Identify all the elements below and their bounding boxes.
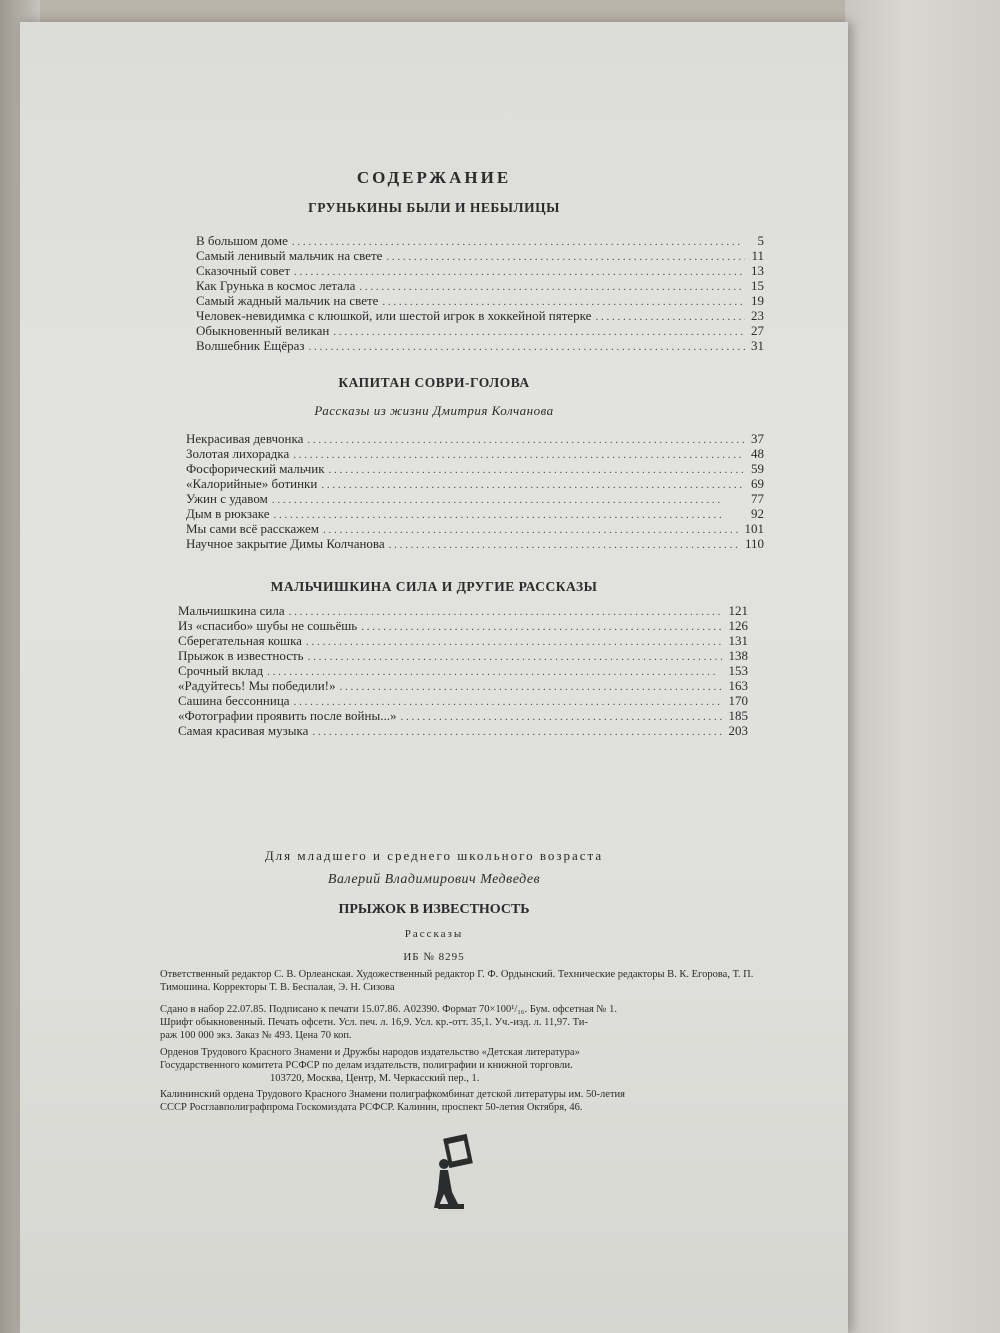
toc-item: Волшебник Ещёраз . . . 31 <box>196 338 764 353</box>
toc-item: Мальчишкина сила . . . 121 <box>178 603 748 618</box>
section-2-list <box>186 431 764 551</box>
section-3-list <box>178 603 748 738</box>
publisher-line: 103720, Москва, Центр, М. Черкасский пер., 1. <box>270 1073 480 1084</box>
ib-number: ИБ № 8295 <box>403 951 465 963</box>
printer-line: Калининский ордена Трудового Красного Знамени полиграфкомбинат детской литературы им. 50-летия <box>160 1089 625 1100</box>
print-line: раж 100 000 экз. Заказ № 493. Цена 70 коп. <box>160 1030 352 1041</box>
toc-item: Мы сами всё расскажем . . . 101 <box>186 521 764 536</box>
printer-line: СССР Росглавполиграфпрома Госкомиздата РСФСР. Калинин, проспект 50-летия Октября, 46. <box>160 1102 583 1113</box>
toc-item: Самый жадный мальчик на свете . . . 19 <box>196 293 764 308</box>
toc-item: Фосфорический мальчик . . . 59 <box>186 461 764 476</box>
print-details <box>160 1003 800 1042</box>
book-title: ПРЫЖОК В ИЗВЕСТНОСТЬ <box>338 902 530 917</box>
toc-item: «Фотографии проявить после войны...» . . . 185 <box>178 708 748 723</box>
contents-heading: СОДЕРЖАНИЕ <box>356 168 512 187</box>
toc-item: Некрасивая девчонка . . . 37 <box>186 431 764 446</box>
toc-item: Золотая лихорадка . . . 48 <box>186 446 764 461</box>
section-2-title: КАПИТАН СОВРИ-ГОЛОВА <box>338 375 530 390</box>
toc-item: Сказочный совет . . . 13 <box>196 263 764 278</box>
toc-item: Сашина бессонница . . . 170 <box>178 693 748 708</box>
toc-item: Самая красивая музыка . . . 203 <box>178 723 748 738</box>
author-name: Валерий Владимирович Медведев <box>327 872 541 887</box>
facing-page <box>845 0 1000 1333</box>
section-1-title: ГРУНЬКИНЫ БЫЛИ И НЕБЫЛИЦЫ <box>308 200 560 215</box>
toc-item: Научное закрытие Димы Колчанова . . . 110 <box>186 536 764 551</box>
toc-item: Обыкновенный великан . . . 27 <box>196 323 764 338</box>
toc-item: «Калорийные» ботинки . . . 69 <box>186 476 764 491</box>
toc-item: Из «спасибо» шубы не сошьёшь . . . 126 <box>178 618 748 633</box>
toc-item: Ужин с удавом . . . 77 <box>186 491 764 506</box>
book-page <box>20 22 848 1333</box>
toc-item: «Радуйтесь! Мы победили!» . . . 163 <box>178 678 748 693</box>
publisher-line: Орденов Трудового Красного Знамени и Дружбы народов издательство «Детская литература» <box>160 1047 580 1058</box>
toc-item: Самый ленивый мальчик на свете . . . 11 <box>196 248 764 263</box>
toc-item: Сберегательная кошка . . . 131 <box>178 633 748 648</box>
audience-note: Для младшего и среднего школьного возраста <box>264 848 604 863</box>
toc-item: Срочный вклад . . . 153 <box>178 663 748 678</box>
toc-item: Прыжок в известность . . . 138 <box>178 648 748 663</box>
publisher-line: Государственного комитета РСФСР по делам издательств, полиграфии и книжной торговли. <box>160 1060 573 1071</box>
publisher-block <box>160 1046 800 1085</box>
editors-block: Ответственный редактор С. В. Орлеанская. Художественный редактор Г. Ф. Ордынский. Технические редакторы В. К. Егорова, Т. П. Тимошина. Корректоры Т. В. Беспалая, Э. Н. Сизова <box>160 969 754 993</box>
book-genre: Рассказы <box>404 928 464 940</box>
print-line: Сдано в набор 22.07.85. Подписано к печати 15.07.86. А02390. Формат 70×100¹/₁₆. Бум. офсетная № 1. <box>160 1004 617 1015</box>
section-3-title: МАЛЬЧИШКИНА СИЛА И ДРУГИЕ РАССКАЗЫ <box>270 579 598 594</box>
toc-item: В большом доме . . . 5 <box>196 233 764 248</box>
print-line: Шрифт обыкновенный. Печать офсетн. Усл. печ. л. 16,9. Усл. кр.-отт. 35,1. Уч.-изд. л. 11,97. Ти- <box>160 1017 588 1028</box>
publisher-logo-icon <box>432 1134 482 1210</box>
toc-item: Как Грунька в космос летала . . . 15 <box>196 278 764 293</box>
toc-item: Человек-невидимка с клюшкой, или шестой игрок в хоккейной пятерке . . . 23 <box>196 308 764 323</box>
printer-block <box>160 1088 800 1114</box>
section-1-list <box>196 233 764 353</box>
toc-item: Дым в рюкзаке . . . 92 <box>186 506 764 521</box>
section-2-subtitle: Рассказы из жизни Дмитрия Колчанова <box>314 403 554 418</box>
